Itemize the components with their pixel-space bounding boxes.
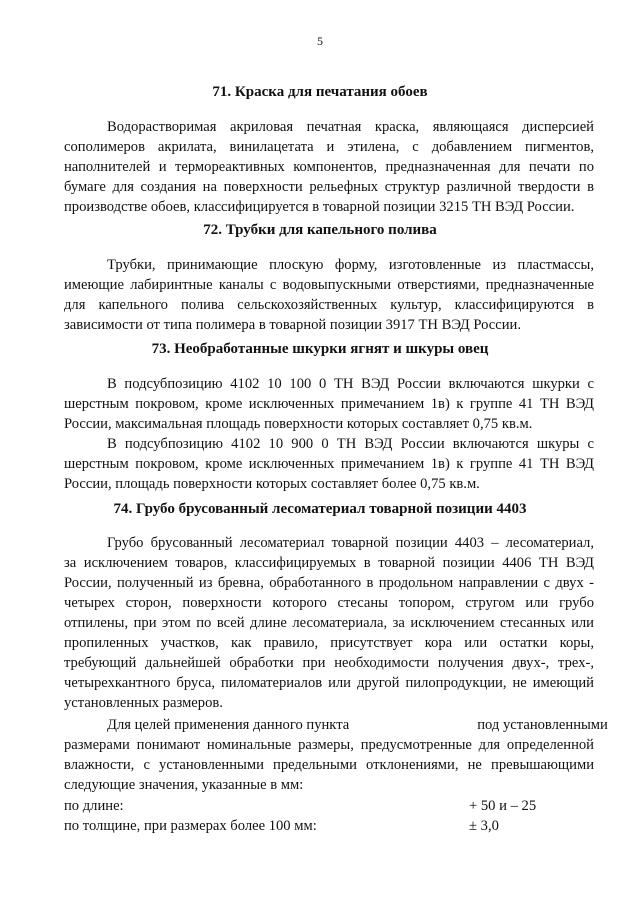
- text-line: имеющие лабиринтные каналы с водовыпускными отверстиями, предназначенные: [64, 277, 594, 293]
- text-line: отпилены, при этом по всей длине лесоматериала, за исключением стесанных или: [64, 615, 594, 631]
- text-line: наполнителей и термореактивных компонентов, предназначенная для печати по: [64, 159, 594, 175]
- text-line: производстве обоев, классифицируется в товарной позиции 3215 ТН ВЭД России.: [64, 199, 575, 215]
- text-line: зависимости от типа полимера в товарной позиции 3917 ТН ВЭД России.: [64, 317, 521, 333]
- tolerance-value: ± 3,0: [469, 818, 499, 834]
- section-73-paragraph-2: [64, 434, 594, 494]
- text-line: за исключением товаров, классифицируемых в товарной позиции 4406 ТН ВЭД: [64, 555, 594, 571]
- tolerance-label: по длине:: [64, 798, 124, 814]
- text-line: размерами понимают номинальные размеры, предусмотренные для определенной: [64, 737, 594, 753]
- text-line: бумаге для создания на поверхности рельефных структур различной твердости в: [64, 179, 594, 195]
- tolerance-value: + 50 и – 25: [469, 798, 537, 814]
- section-71-title: 71. Краска для печатания обоев: [212, 84, 428, 100]
- page-number: 5: [317, 34, 323, 48]
- text-line: установленных размеров.: [64, 695, 223, 711]
- section-73-paragraph-1: [64, 374, 594, 434]
- text-line: шерстным покровом, кроме исключенных примечанием 1в) к группе 41 ТН ВЭД: [64, 396, 594, 412]
- text-line: Водорастворимая акриловая печатная краска, являющаяся дисперсией: [107, 119, 594, 135]
- section-72-title: 72. Трубки для капельного полива: [203, 222, 437, 238]
- text-line: сополимеров акрилата, винилацетата и этилена, с добавлением пигментов,: [64, 139, 594, 155]
- text-line: четырех сторон, поверхности которого стесаны топором, стругом или грубо: [64, 595, 594, 611]
- text-line: шерстным покровом, кроме исключенных примечанием 1в) к группе 41 ТН ВЭД: [64, 456, 594, 472]
- text-line: для капельного полива сельскохозяйственных культур, классифицируются в: [64, 297, 594, 313]
- text-line: России, полученный из бревна, обработанного в продольном направлении с двух -: [64, 575, 594, 591]
- text-fragment: под установленными: [477, 717, 608, 733]
- text-line: требующий дальнейшей обработки при необходимости получения двух-, трех-,: [64, 655, 594, 671]
- text-line: пропиленных участков, как правило, присутствует кора или остатки коры,: [64, 635, 594, 651]
- section-74-paragraph-2: [64, 715, 608, 795]
- text-line: Грубо брусованный лесоматериал товарной позиции 4403 – лесоматериал,: [107, 535, 594, 551]
- text-line: четырехкантного бруса, пиломатериалов или другой пилопродукции, не имеющий: [64, 675, 594, 691]
- section-74-paragraph-1: [64, 533, 594, 713]
- section-74-title: 74. Грубо брусованный лесоматериал товарной позиции 4403: [113, 501, 527, 517]
- text-line: В подсубпозицию 4102 10 900 0 ТН ВЭД России включаются шкуры с: [107, 436, 594, 452]
- text-fragment: Для целей применения данного пункта: [107, 717, 350, 733]
- text-line: влажности, с установленными предельными отклонениями, не превышающими: [64, 757, 594, 773]
- section-72-paragraph: [64, 255, 594, 335]
- section-73-title: 73. Необработанные шкурки ягнят и шкуры овец: [151, 341, 489, 357]
- text-line: следующие значения, указанные в мм:: [64, 777, 304, 793]
- tolerance-label: по толщине, при размерах более 100 мм:: [64, 818, 317, 834]
- text-line: России, площадь поверхности которых составляет более 0,75 кв.м.: [64, 476, 480, 492]
- text-line: [64, 715, 608, 735]
- section-71-paragraph: [64, 117, 594, 217]
- text-line: В подсубпозицию 4102 10 100 0 ТН ВЭД России включаются шкурки с: [107, 376, 594, 392]
- text-line: России, максимальная площадь поверхности которых составляет 0,75 кв.м.: [64, 416, 533, 432]
- text-line: Трубки, принимающие плоскую форму, изготовленные из пластмассы,: [107, 257, 594, 273]
